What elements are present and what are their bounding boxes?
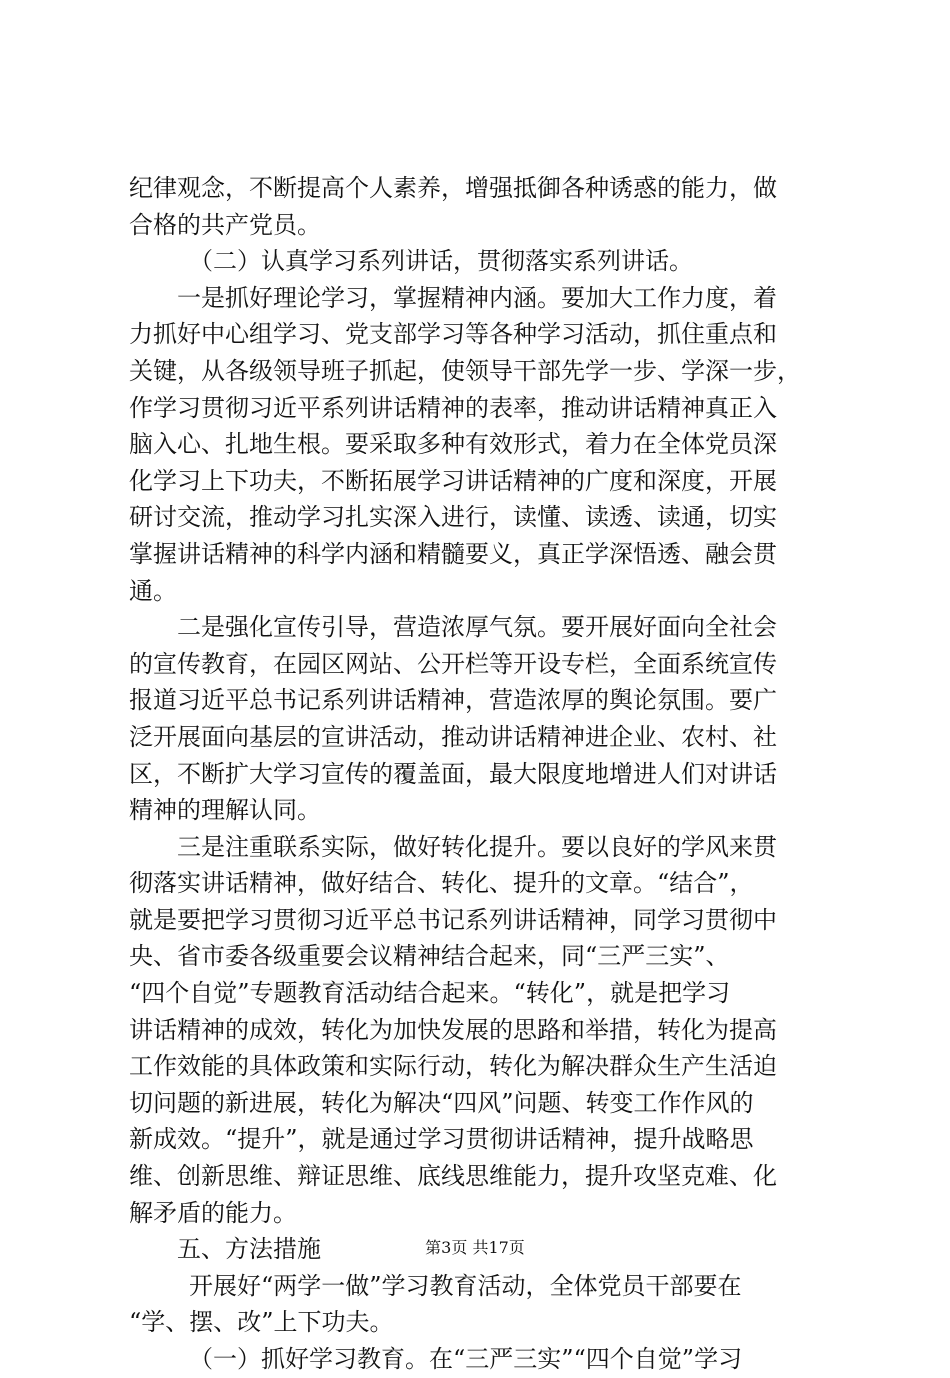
text-line: “学、摆、改”上下功夫。	[129, 1308, 394, 1337]
text-line: 切问题的新进展，转化为解决“四风”问题、转变工作作风的	[129, 1088, 754, 1117]
text-line: 三是注重联系实际，做好转化提升。要以良好的学风来贯	[177, 832, 777, 861]
text-line: 二是强化宣传引导，营造浓厚气氛。要开展好面向全社会	[177, 613, 777, 642]
document-body	[129, 170, 829, 1378]
text-line: 新成效。“提升”，就是通过学习贯彻讲话精神，提升战略思	[129, 1125, 754, 1154]
section-heading: （二）认真学习系列讲话，贯彻落实系列讲话。	[189, 247, 693, 276]
text-line: 解矛盾的能力。	[129, 1198, 297, 1227]
text-line: 泛开展面向基层的宣讲活动，推动讲话精神进企业、农村、社	[129, 722, 777, 751]
text-line: 报道习近平总书记系列讲话精神，营造浓厚的舆论氛围。要广	[129, 686, 777, 715]
text-line: 脑入心、扎地生根。要采取多种有效形式，着力在全体党员深	[129, 430, 777, 459]
text-line: “四个自觉”专题教育活动结合起来。“转化”，就是把学习	[129, 979, 731, 1008]
text-line: 讲话精神的成效，转化为加快发展的思路和举措，转化为提高	[129, 1015, 777, 1044]
text-line: 作学习贯彻习近平系列讲话精神的表率，推动讲话精神真正入	[129, 393, 777, 422]
text-line: 区，不断扩大学习宣传的覆盖面，最大限度地增进人们对讲话	[129, 759, 777, 788]
text-line: 就是要把学习贯彻习近平总书记系列讲话精神，同学习贯彻中	[129, 905, 777, 934]
text-line: 精神的理解认同。	[129, 796, 321, 825]
section-heading: 五、方法措施	[177, 1235, 321, 1264]
text-line: 彻落实讲话精神，做好结合、转化、提升的文章。“结合”，	[129, 869, 754, 898]
text-line: 纪律观念，不断提高个人素养，增强抵御各种诱惑的能力，做	[129, 174, 777, 202]
text-line: 关键，从各级领导班子抓起，使领导干部先学一步、学深一步，	[129, 356, 801, 385]
text-line: 维、创新思维、辩证思维、底线思维能力，提升攻坚克难、化	[129, 1162, 777, 1191]
text-line: 通。	[129, 576, 177, 605]
text-line: 掌握讲话精神的科学内涵和精髓要义，真正学深悟透、融会贯	[129, 539, 777, 568]
text-line: 力抓好中心组学习、党支部学习等各种学习活动，抓住重点和	[129, 320, 777, 349]
text-line: 化学习上下功夫，不断拓展学习讲话精神的广度和深度，开展	[129, 466, 777, 495]
text-line: 一是抓好理论学习，掌握精神内涵。要加大工作力度，着	[177, 283, 777, 312]
text-line: 央、省市委各级重要会议精神结合起来，同“三严三实”、	[129, 942, 730, 971]
text-line: 开展好“两学一做”学习教育活动，全体党员干部要在	[189, 1271, 742, 1300]
page-footer: 第3页 共17页	[425, 1238, 525, 1257]
text-line: 工作效能的具体政策和实际行动，转化为解决群众生产生活迫	[129, 1052, 777, 1081]
text-line: 的宣传教育，在园区网站、公开栏等开设专栏，全面系统宣传	[129, 649, 777, 678]
section-heading: （一）抓好学习教育。在“三严三实”“四个自觉”学习	[189, 1345, 743, 1373]
text-line: 研讨交流，推动学习扎实深入进行，读懂、读透、读通，切实	[129, 503, 777, 532]
text-line: 合格的共产党员。	[129, 210, 321, 239]
